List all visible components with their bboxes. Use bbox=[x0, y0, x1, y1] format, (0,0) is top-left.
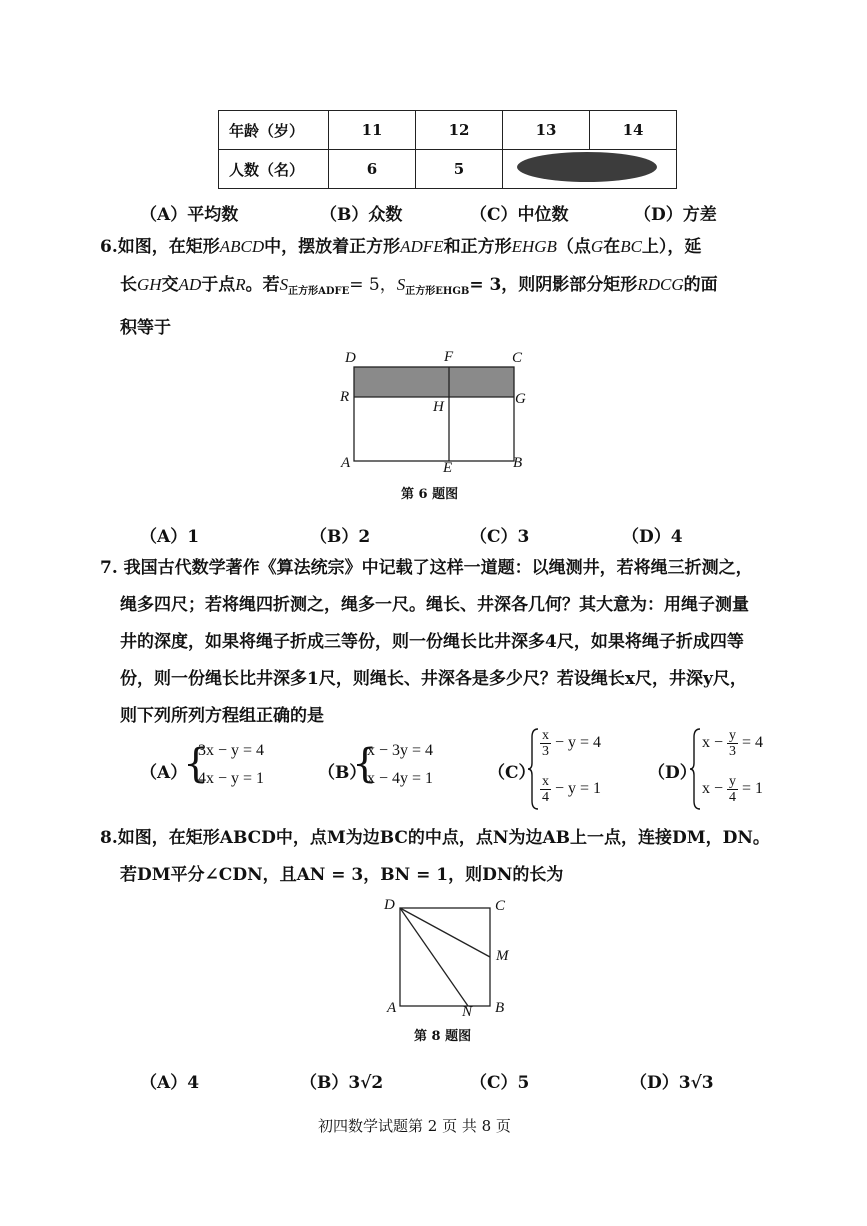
q6-s: S bbox=[279, 275, 289, 294]
q5-option-d[interactable]: （D）方差 bbox=[634, 205, 717, 225]
q7-b-eq2: x − 4y = 1 bbox=[367, 770, 434, 787]
age-cell: 14 bbox=[590, 111, 677, 150]
brace-icon bbox=[688, 727, 702, 811]
q7-line: 份，则一份绳长比井深多1尺，则绳长、井深各是多少尺？若设绳长x尺，井深y尺， bbox=[120, 669, 747, 689]
q8-line1 bbox=[100, 820, 780, 857]
q7-option-b[interactable]: （B） bbox=[318, 763, 367, 783]
q7-a-eq1: 3x − y = 4 bbox=[198, 742, 265, 759]
q7-line: 我国古代数学著作《算法统宗》中记载了这样一道题：以绳测井，若将绳三折测之， bbox=[123, 558, 753, 578]
q7-option-a[interactable]: （A） bbox=[140, 763, 188, 783]
age-cell: 11 bbox=[329, 111, 416, 150]
q6-rdcg: RDCG bbox=[637, 275, 684, 294]
q7-a-eq2: 4x − y = 1 bbox=[198, 770, 265, 787]
q6-t: （点 bbox=[556, 237, 591, 257]
q6-t: 于点 bbox=[201, 275, 236, 295]
q8-caption: 第 8 题图 bbox=[414, 1029, 472, 1044]
q6-abcd: ABCD bbox=[219, 237, 265, 256]
q7-option-d[interactable]: （D） bbox=[648, 763, 697, 783]
q7-text bbox=[100, 550, 780, 735]
q8-option-b[interactable]: （B）3√2 bbox=[300, 1073, 384, 1093]
eq-left: x − bbox=[702, 780, 724, 798]
q6-r: R bbox=[235, 275, 246, 294]
q8-option-c[interactable]: （C）5 bbox=[470, 1073, 530, 1093]
q7-c-eq2 bbox=[540, 774, 601, 805]
q6-t: 的面 bbox=[683, 275, 718, 295]
eq-rest: − y = 1 bbox=[555, 780, 602, 798]
q6-t: 和正方形 bbox=[443, 237, 512, 257]
q8-line: 如图，在矩形ABCD中，点M为边BC的中点，点N为边AB上一点，连接DM，DN。 bbox=[117, 828, 770, 848]
q6-label-a: A bbox=[341, 455, 351, 471]
frac-num: x bbox=[542, 728, 549, 743]
q6-label-r: R bbox=[340, 389, 350, 405]
q7-line: 井的深度，如果将绳子折成三等份，则一份绳长比井深多4尺，如果将绳子折成四等 bbox=[120, 632, 744, 652]
q8-label-c: C bbox=[495, 898, 506, 914]
frac-den: 3 bbox=[542, 744, 549, 759]
q6-label-g: G bbox=[515, 391, 526, 407]
q6-caption: 第 6 题图 bbox=[401, 487, 459, 502]
q6-t: 上），延 bbox=[641, 237, 702, 257]
age-table bbox=[218, 110, 677, 189]
eq-rest: − y = 4 bbox=[555, 734, 602, 752]
q7-number: 7. bbox=[100, 558, 118, 578]
frac-num: x bbox=[542, 774, 549, 789]
q8-label-d: D bbox=[384, 897, 395, 913]
q6-gh: GH bbox=[137, 275, 162, 294]
q8-label-m: M bbox=[496, 948, 509, 964]
q6-line2 bbox=[100, 266, 780, 310]
q6-label-e: E bbox=[443, 460, 453, 476]
q8-line2: 若DM平分∠CDN，且AN = 3，BN = 1，则DN的长为 bbox=[120, 865, 564, 885]
q7-b-eq1: x − 3y = 4 bbox=[367, 742, 434, 759]
q7-d-eq2 bbox=[702, 774, 763, 805]
frac-den: 4 bbox=[729, 790, 737, 805]
q6-option-b[interactable]: （B）2 bbox=[310, 527, 371, 547]
q6-bc: BC bbox=[620, 237, 642, 256]
q6-eq1: = 5， bbox=[349, 275, 397, 295]
q6-label-c: C bbox=[512, 350, 523, 366]
age-header: 年龄（岁） bbox=[219, 111, 329, 150]
eq-left: x − bbox=[702, 734, 724, 752]
q6-number: 6. bbox=[100, 237, 118, 257]
eq-rest: = 4 bbox=[742, 734, 764, 752]
q6-ehgb: EHGB bbox=[511, 237, 557, 256]
q6-eq2: = 3，则阴影部分矩形 bbox=[469, 275, 638, 295]
q6-t: 交 bbox=[161, 275, 179, 295]
q8-label-a: A bbox=[387, 1000, 397, 1016]
q6-line1 bbox=[100, 228, 780, 266]
eq-rest: = 1 bbox=[742, 780, 764, 798]
q8-label-n: N bbox=[462, 1004, 473, 1020]
frac-den: 4 bbox=[542, 790, 549, 805]
q6-option-a[interactable]: （A）1 bbox=[140, 527, 200, 547]
q6-option-c[interactable]: （C）3 bbox=[470, 527, 530, 547]
count-header: 人数（名） bbox=[219, 150, 329, 189]
q6-line3: 积等于 bbox=[120, 318, 171, 338]
q6-s2: S bbox=[396, 275, 406, 294]
q7-line: 绳多四尺；若将绳四折测之，绳多一尺。绳长、井深各几何？其大意为：用绳子测量 bbox=[120, 595, 749, 615]
q6-label-b: B bbox=[513, 455, 523, 471]
frac-num: y bbox=[729, 728, 737, 743]
q5-option-b[interactable]: （B）众数 bbox=[320, 205, 403, 225]
q5-option-a[interactable]: （A）平均数 bbox=[140, 205, 239, 225]
q6-label-h: H bbox=[433, 399, 444, 415]
q8-option-a[interactable]: （A）4 bbox=[140, 1073, 200, 1093]
q7-d-eq1 bbox=[702, 728, 763, 759]
brace-icon: { bbox=[352, 741, 378, 787]
q8-text bbox=[100, 820, 780, 894]
segment-dm bbox=[400, 908, 490, 957]
q8-figure bbox=[390, 900, 500, 1012]
q8-option-d[interactable]: （D）3√3 bbox=[630, 1073, 714, 1093]
count-cell: 6 bbox=[329, 150, 416, 189]
q6-label-f: F bbox=[444, 349, 454, 365]
frac-den: 3 bbox=[729, 744, 737, 759]
brace-icon bbox=[526, 727, 540, 811]
shaded-rect-rdcg bbox=[354, 367, 514, 397]
brace-icon: { bbox=[183, 741, 209, 787]
q6-sub1: 正方形ADFE bbox=[288, 286, 350, 297]
rect-abcd bbox=[400, 908, 490, 1006]
q6-t: 长 bbox=[120, 275, 137, 295]
q6-g: G bbox=[590, 237, 604, 256]
age-cell: 12 bbox=[416, 111, 503, 150]
segment-dn bbox=[400, 908, 468, 1006]
q7-c-eq1 bbox=[540, 728, 601, 759]
q8-label-b: B bbox=[495, 1000, 505, 1016]
page-footer: 初四数学试题第 2 页 共 8 页 bbox=[318, 1117, 511, 1135]
q8-number: 8. bbox=[100, 828, 118, 848]
q5-option-c[interactable]: （C）中位数 bbox=[470, 205, 569, 225]
q6-label-d: D bbox=[345, 350, 356, 366]
q6-option-d[interactable]: （D）4 bbox=[622, 527, 683, 547]
q7-line1 bbox=[100, 550, 780, 587]
count-cell: 5 bbox=[416, 150, 503, 189]
q6-t: 如图，在矩形 bbox=[117, 237, 220, 257]
q6-t: 在 bbox=[603, 237, 621, 257]
q6-adfe: ADFE bbox=[400, 237, 444, 256]
age-cell: 13 bbox=[503, 111, 590, 150]
q6-ad: AD bbox=[178, 275, 202, 294]
frac-num: y bbox=[729, 774, 737, 789]
q6-sub2: 正方形EHGB bbox=[405, 286, 470, 297]
q7-option-c[interactable]: （C） bbox=[488, 763, 536, 783]
q7-line: 则下列所列方程组正确的是 bbox=[120, 706, 324, 726]
q6-t: 。若 bbox=[245, 275, 280, 295]
ink-blot bbox=[515, 151, 665, 183]
obscured-cell bbox=[503, 150, 677, 189]
q6-t: 中，摆放着正方形 bbox=[264, 237, 401, 257]
q6-text bbox=[100, 228, 780, 347]
